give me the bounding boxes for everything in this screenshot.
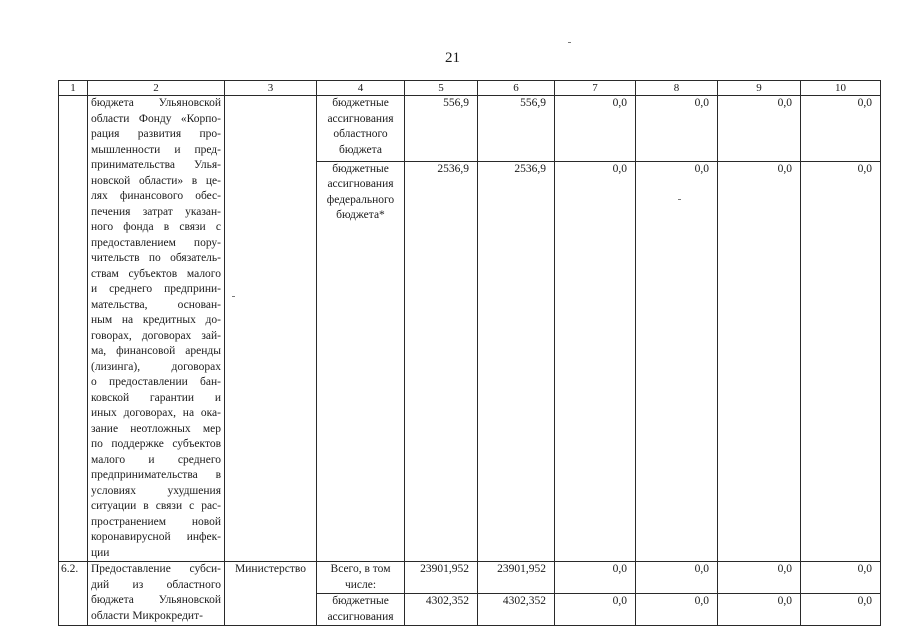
description-line: мательства, основан- <box>91 298 221 311</box>
description-line: зание неотложных мер <box>91 422 221 435</box>
description-line: новской области» в це- <box>91 174 221 187</box>
description-line: иных договорах, на ока- <box>91 407 221 419</box>
value-cell: 0,0 <box>718 562 801 594</box>
value-cell: 4302,352 <box>405 594 478 626</box>
description-line: ным на кредитных до- <box>91 314 221 326</box>
description-line: условиях ухудшения <box>91 484 221 497</box>
column-header: 8 <box>636 81 718 96</box>
value-cell: 0,0 <box>636 96 718 162</box>
item-executor-cell <box>225 96 317 562</box>
scan-speck <box>232 296 235 297</box>
funding-source-cell: бюджетные ассигнования <box>317 594 405 626</box>
value-cell: 0,0 <box>801 161 881 561</box>
item-executor-cell: Министерство <box>225 562 317 626</box>
column-header: 2 <box>88 81 225 96</box>
item-description-cell <box>88 562 225 626</box>
description-line: рация развития про- <box>91 128 221 140</box>
column-header: 6 <box>478 81 555 96</box>
value-cell: 0,0 <box>555 96 636 162</box>
column-header: 5 <box>405 81 478 96</box>
column-header: 4 <box>317 81 405 96</box>
value-cell: 2536,9 <box>478 161 555 561</box>
description-line: дий из областного <box>91 578 221 591</box>
value-cell: 0,0 <box>801 594 881 626</box>
description-line: бюджета Ульяновской <box>91 594 221 606</box>
budget-table <box>58 80 881 626</box>
value-cell: 0,0 <box>555 562 636 594</box>
funding-source-cell: бюджетные ассигнования федерального бюджета* <box>317 161 405 561</box>
item-description-cell <box>88 96 225 562</box>
value-cell: 0,0 <box>718 594 801 626</box>
description-line: области Микрокредит- <box>91 609 203 622</box>
table-row <box>59 562 881 594</box>
column-header: 3 <box>225 81 317 96</box>
description-line: о предоставлении бан- <box>91 376 221 388</box>
description-line: малого и среднего <box>91 453 221 466</box>
value-cell: 0,0 <box>801 562 881 594</box>
value-cell: 23901,952 <box>405 562 478 594</box>
table-row <box>59 96 881 162</box>
description-line: предоставлением пору- <box>91 236 221 249</box>
scan-speck <box>568 42 571 43</box>
value-cell: 556,9 <box>405 96 478 162</box>
description-line: говорах, договорах зай- <box>91 329 221 342</box>
description-line: Предоставление субси- <box>91 563 221 575</box>
description-line: бюджета Ульяновской <box>91 97 221 109</box>
value-cell: 0,0 <box>636 562 718 594</box>
value-cell: 0,0 <box>718 96 801 162</box>
page-number: 21 <box>445 50 460 66</box>
description-line: предпринимательства в <box>91 469 221 481</box>
description-line: пространением новой <box>91 515 221 528</box>
value-cell: 0,0 <box>555 594 636 626</box>
description-line: чительств по обязатель- <box>91 252 221 264</box>
description-line: коронавирусной инфек- <box>91 531 221 543</box>
value-cell: 0,0 <box>801 96 881 162</box>
value-cell: 2536,9 <box>405 161 478 561</box>
column-header: 7 <box>555 81 636 96</box>
column-header: 10 <box>801 81 881 96</box>
description-line: ма, финансовой аренды <box>91 345 221 357</box>
description-line: лях финансового обес- <box>91 190 221 202</box>
item-number-cell <box>59 96 88 562</box>
description-line: ного фонда в связи с <box>91 221 221 233</box>
description-line: области Фонду «Корпо- <box>91 112 221 125</box>
value-cell: 0,0 <box>555 161 636 561</box>
value-cell: 23901,952 <box>478 562 555 594</box>
description-line: ствам субъектов малого <box>91 267 221 280</box>
scan-speck <box>678 199 681 200</box>
description-line: по поддержке субъектов <box>91 438 221 450</box>
description-line: ситуации в связи с рас- <box>91 500 221 512</box>
item-number-cell: 6.2. <box>59 562 88 626</box>
value-cell: 0,0 <box>636 161 718 561</box>
funding-source-cell: бюджетные ассигнования областного бюджета <box>317 96 405 162</box>
description-line: и среднего предприни- <box>91 283 221 295</box>
value-cell: 556,9 <box>478 96 555 162</box>
description-line: (лизинга), договорах <box>91 360 221 373</box>
description-line: мышленности и пред- <box>91 143 221 156</box>
description-line: принимательства Улья- <box>91 159 221 171</box>
value-cell: 4302,352 <box>478 594 555 626</box>
table-header-row <box>59 81 881 96</box>
funding-source-cell: Всего, в том числе: <box>317 562 405 594</box>
value-cell: 0,0 <box>718 161 801 561</box>
column-header: 9 <box>718 81 801 96</box>
column-header: 1 <box>59 81 88 96</box>
value-cell: 0,0 <box>636 594 718 626</box>
description-line: ции <box>91 546 110 559</box>
description-line: печения затрат указан- <box>91 205 221 218</box>
description-line: ковской гарантии и <box>91 391 221 404</box>
